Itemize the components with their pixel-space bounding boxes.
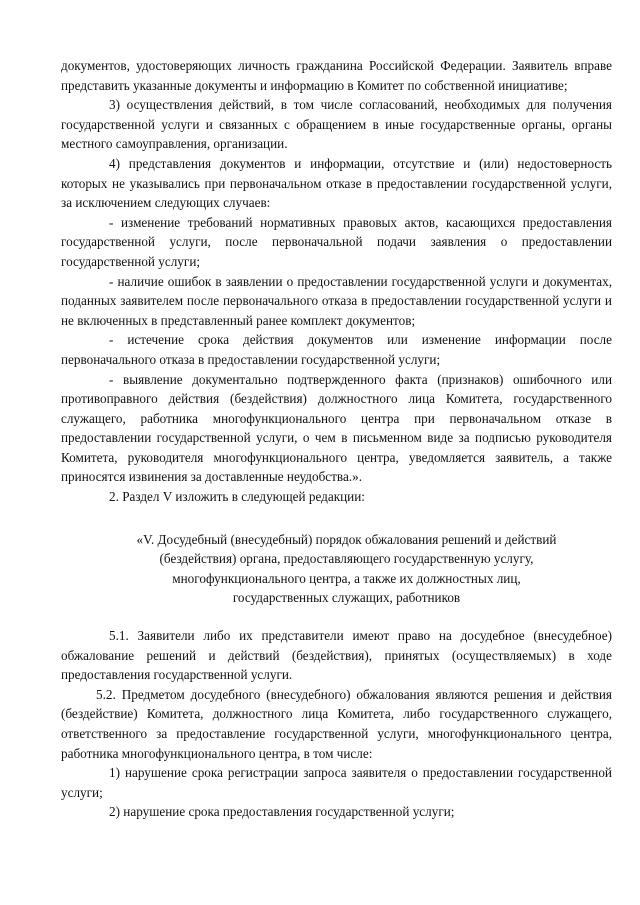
section-v-heading <box>61 530 612 608</box>
section-heading-line: «V. Досудебный (внесудебный) порядок обжалования решений и действий <box>136 531 557 547</box>
section-heading-line: многофункционального центра, а также их должностных лиц, <box>172 570 521 586</box>
paragraph-item-3: 3) осуществления действий, в том числе согласований, необходимых для получения государственной услуги и связанных с обращением в иные государственные органы, органы местного самоуправления, организации. <box>61 97 612 152</box>
paragraph-bullet-erroneous-action: - выявление документально подтвержденного факта (признаков) ошибочного или противоправного действия (бездействия) должностного лица Комитета, государственного служащего, работника многофункционального центра при первоначальном отказе в предоставлении государственной услуги, о чем в письменном виде за подписью руководителя Комитета, руководителя многофункционального центра, уведомляется заявитель, а также приносятся извинения за доставленные неудобства.». <box>61 371 612 485</box>
paragraph-section-v-intro: 2. Раздел V изложить в следующей редакции: <box>109 489 365 505</box>
paragraph-5-2: 5.2. Предметом досудебного (внесудебного) обжалования являются решения и действия (бездействие) Комитета, должностного лица Комитета, либо государственного служащего, ответственного за предоставление государственной услуги, многофункционального центра, работника многофункционального центра, в том числе: <box>61 686 612 761</box>
paragraph-bullet-expiration: - истечение срока действия документов или изменение информации после первоначального отказа в предоставлении государственной услуги; <box>61 332 612 367</box>
paragraph-bullet-errors: - наличие ошибок в заявлении о предоставлении государственной услуги и документах, поданных заявителем после первоначального отказа в предоставлении государственной услуги и не включенных в представленный ранее комплект документов; <box>61 273 612 328</box>
section-heading-line: государственных служащих, работников <box>232 590 461 606</box>
paragraph-bullet-requirements-change: - изменение требований нормативных правовых актов, касающихся предоставления государственной услуги, после первоначальной подачи заявления о предоставлении государственной услуги; <box>61 214 612 269</box>
paragraph-documents-continuation: документов, удостоверяющих личность гражданина Российской Федерации. Заявитель вправе представить указанные документы и информацию в Комитет по собственной инициативе; <box>61 58 612 93</box>
paragraph-item-4: 4) представления документов и информации, отсутствие и (или) недостоверность которых не указывались при первоначальном отказе в предоставлении государственной услуги, за исключением следующих случаев: <box>61 155 612 211</box>
paragraph-subitem-2: 2) нарушение срока предоставления государственной услуги; <box>109 804 455 820</box>
paragraph-subitem-1: 1) нарушение срока регистрации запроса заявителя о предоставлении государственной услуги; <box>61 765 612 800</box>
section-heading-line: (бездействия) органа, предоставляющего государственную услугу, <box>159 551 534 567</box>
paragraph-5-1: 5.1. Заявители либо их представители имеют право на досудебное (внесудебное) обжалование решений и действий (бездействия), принятых (осуществляемых) в ходе предоставления государственной услуги. <box>61 628 612 683</box>
